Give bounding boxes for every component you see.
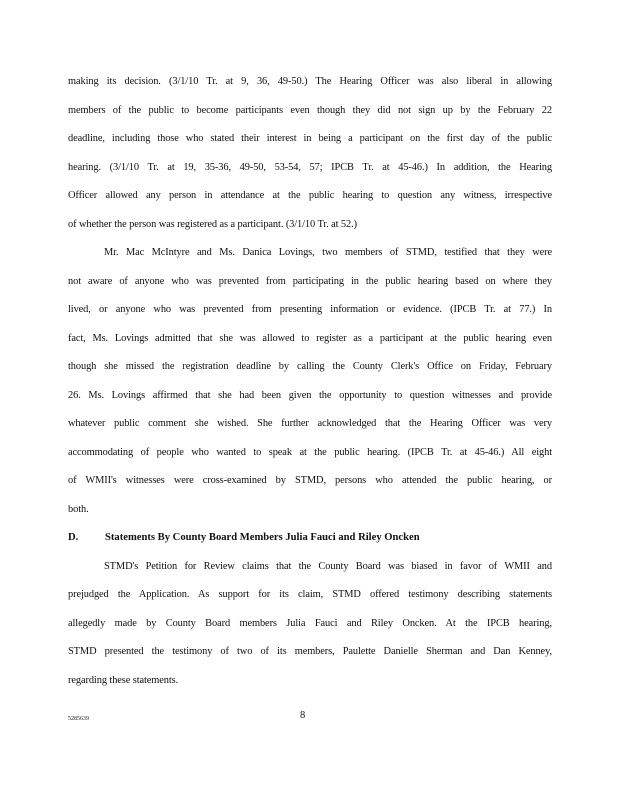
text-line: Mr. Mac McIntyre and Ms. Danica Lovings, two members of STMD, testified that they were: [104, 247, 552, 258]
text-line: whatever public comment she wished. She further acknowledged that the Hearing Officer was very: [68, 418, 552, 429]
text-line: fact, Ms. Lovings admitted that she was allowed to register as a participant at the public hearing even: [68, 332, 552, 344]
footer-doc-id: 5285639: [68, 716, 89, 722]
section-title: Statements By County Board Members Julia Fauci and Riley Oncken: [105, 532, 420, 543]
text-line: prejudged the Application. As support for its claim, STMD offered testimony describing statements: [68, 589, 552, 600]
text-line: Officer allowed any person in attendance at the public hearing to question any witness, irrespective: [68, 190, 552, 201]
text-line: allegedly made by County Board members Julia Fauci and Riley Oncken. At the IPCB hearing,: [68, 617, 552, 629]
text-line: STMD presented the testimony of two of its members, Paulette Danielle Sherman and Dan Kenney,: [68, 646, 552, 657]
text-line: 26. Ms. Lovings affirmed that she had been given the opportunity to question witnesses and provide: [68, 389, 552, 401]
text-line: of WMII's witnesses were cross-examined by STMD, persons who attended the public hearing, or: [68, 475, 552, 486]
text-line: both.: [68, 503, 89, 515]
text-line: hearing. (3/1/10 Tr. at 19, 35-36, 49-50, 53-54, 57; IPCB Tr. at 45-46.) In addition, the Hearing: [68, 161, 552, 173]
text-line: lived, or anyone who was prevented from presenting information or evidence. (IPCB Tr. at 77.) In: [68, 304, 552, 315]
paragraph-1: [68, 68, 552, 239]
text-line: deadline, including those who stated their interest in being a participant on the first day of the public: [68, 133, 552, 144]
text-line: accommodating of people who wanted to speak at the public hearing. (IPCB Tr. at 45-46.) All eight: [68, 446, 552, 458]
text-line: members of the public to become participants even though they did not sign up by the February 22: [68, 104, 552, 116]
section-heading: [68, 524, 552, 553]
text-line: of whether the person was registered as a participant. (3/1/10 Tr. at 52.): [68, 218, 357, 230]
paragraph-2: [68, 239, 552, 524]
text-line: STMD's Petition for Review claims that the County Board was biased in favor of WMII and: [104, 560, 552, 572]
text-line: making its decision. (3/1/10 Tr. at 9, 36, 49-50.) The Hearing Officer was also liberal in allowing: [68, 76, 552, 87]
text-line: regarding these statements.: [68, 674, 179, 686]
section-letter: D.: [68, 532, 79, 543]
page-number: 8: [300, 710, 306, 721]
text-line: though she missed the registration deadline by calling the County Clerk's Office on Friday, February: [68, 361, 552, 372]
paragraph-3: [68, 553, 552, 696]
body-text: [68, 68, 552, 695]
text-line: not aware of anyone who was prevented from participating in the public hearing based on where they: [68, 275, 552, 287]
